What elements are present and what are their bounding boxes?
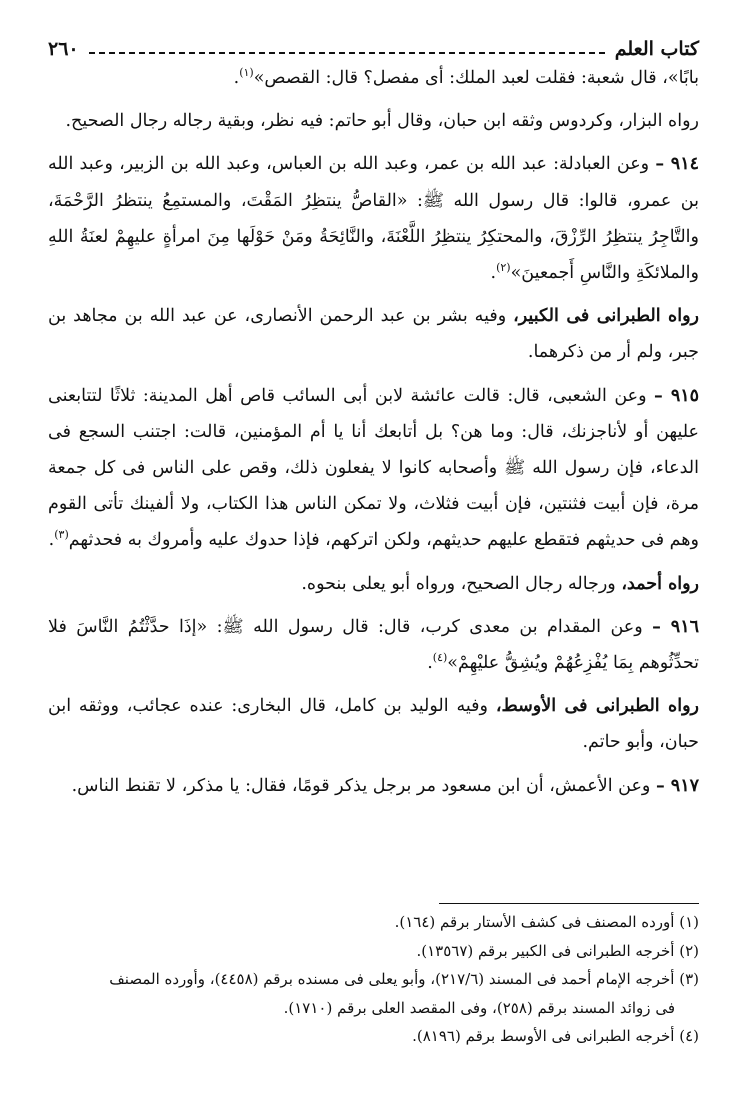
- paragraph: [48, 103, 699, 139]
- paragraph-text: بابًا»، قال شعبة: فقلت لعبد الملك: أى مفصل؟ قال: القصص»: [253, 68, 699, 88]
- paragraph-text: وعن المقدام بن معدى كرب، قال: قال رسول الله ﷺ: «إذَا حدَّثْتُمُ النَّاسَ فلا تحدِّثُوهم بِمَا يُفْزِعُهُمْ ويُشِقُّ عليْهِمْ»: [48, 616, 699, 674]
- hadith-paragraph: [48, 768, 699, 804]
- footnote-ref: (٢): [496, 261, 511, 275]
- footnote: (٢) أخرجه الطبرانى فى الكبير برقم (١٣٥٦٧).: [416, 941, 699, 960]
- paragraph-text: وعن العبادلة: عبد الله بن عمر، وعبد الله بن العباس، وعبد الله بن الزبير، وعبد الله بن عمرو، قالوا: قال رسول الله ﷺ: «القاصُّ ينتظِرُ المَقْتَ، والمستمِعُ ينتظرُ الرَّحْمَةَ، والتَّاجِرُ ينتظِرُ الرِّزْقَ، والمحتكِرُ ينتظِرُ اللَّعْنَةَ، والنَّائِحَةُ ومَنْ حَوْلَها مِنَ امرأةٍ عليهِمْ لعنَةُ اللهِ والملائكَةِ والنَّاسِ أَجمعينَ»: [48, 154, 699, 284]
- paragraph-tail: .: [48, 530, 55, 551]
- source-label: رواه الطبرانى فى الأوسط،: [495, 696, 699, 717]
- paragraph-tail: .: [490, 263, 497, 284]
- footnotes: [48, 908, 699, 1051]
- footnote-continuation: فى زوائد المسند برقم (٢٥٨)، وفى المقصد العلى برقم (١٧١٠).: [283, 998, 675, 1017]
- source-label: رواه الطبرانى فى الكبير،: [513, 306, 699, 327]
- footnote: (٤) أخرجه الطبرانى فى الأوسط برقم (٨١٩٦).: [412, 1027, 699, 1045]
- footnote: (٣) أخرجه الإمام أحمد فى المسند (٢١٧/٦)، وأبو يعلى فى مسنده برقم (٤٤٥٨)، وأورده المصنف: [109, 970, 699, 988]
- paragraph-tail: .: [427, 653, 433, 674]
- hadith-number: ٩١٦ –: [652, 616, 699, 637]
- hadith-number: ٩١٥ –: [654, 385, 700, 406]
- hadith-paragraph: [48, 146, 699, 291]
- main-text: [48, 60, 699, 811]
- hadith-number: ٩١٤ –: [655, 154, 699, 175]
- page-header: [48, 30, 699, 60]
- header-rule: [89, 52, 605, 54]
- footnote-ref: (١): [239, 66, 254, 80]
- footnote-separator: [439, 903, 699, 904]
- source-paragraph: [48, 688, 699, 760]
- footnote-ref: (٣): [54, 528, 69, 542]
- paragraph-text: رواه البزار، وكردوس وثقه ابن حبان، وقال أبو حاتم: فيه نظر، وبقية رجاله رجال الصحيح.: [65, 111, 699, 132]
- hadith-paragraph: [48, 609, 699, 681]
- page-number: ٢٦٠: [48, 38, 79, 60]
- paragraph: [48, 60, 699, 96]
- paragraph-text: وفيه الوليد بن كامل، قال البخارى: عنده عجائب، ووثقه ابن حبان، وأبو حاتم.: [48, 696, 699, 753]
- paragraph-text: وعن الأعمش، أن ابن مسعود مر برجل يذكر قومًا، فقال: يا مذكر، لا تقنط الناس.: [71, 775, 651, 796]
- footnote: (١) أورده المصنف فى كشف الأستار برقم (١٦٤).: [394, 913, 699, 931]
- paragraph-text: ورجاله رجال الصحيح، ورواه أبو يعلى بنحوه.: [301, 573, 616, 594]
- source-label: رواه أحمد،: [621, 573, 699, 594]
- paragraph-text: وعن الشعبى، قال: قالت عائشة لابن أبى السائب قاص أهل المدينة: ثلاثًا لتتابعنى عليهن أو لأناجزنك، قال: وما هن؟ بل أتابعك أنا يا أم المؤمنين، قالت: اجتنب السجع فى الدعاء، فإن رسول الله ﷺ وأصحابه كانوا لا يفعلون ذلك، وقص على الناس فى كل جمعة مرة، فإن أبيت فثنتين، فإن أبيت فثلاث، ولا تمكن الناس هذا الكتاب، ولا ألفينك تأتى القوم وهم فى حديثهم فتقطع عليهم حديثهم، ولكن اتركهم، فإذا حدوك عليه وأمروك به فحدثهم: [48, 385, 699, 551]
- book-title: كتاب العلم: [614, 38, 699, 60]
- hadith-paragraph: [48, 378, 699, 559]
- source-paragraph: [48, 566, 699, 602]
- paragraph-tail: .: [233, 68, 240, 88]
- paragraph-text: وفيه بشر بن عبد الرحمن الأنصارى، عن عبد الله بن مجاهد بن جبر، ولم أر من ذكرهما.: [48, 306, 699, 363]
- footnote-ref: (٤): [432, 651, 448, 665]
- hadith-number: ٩١٧ –: [655, 775, 699, 796]
- source-paragraph: [48, 298, 699, 370]
